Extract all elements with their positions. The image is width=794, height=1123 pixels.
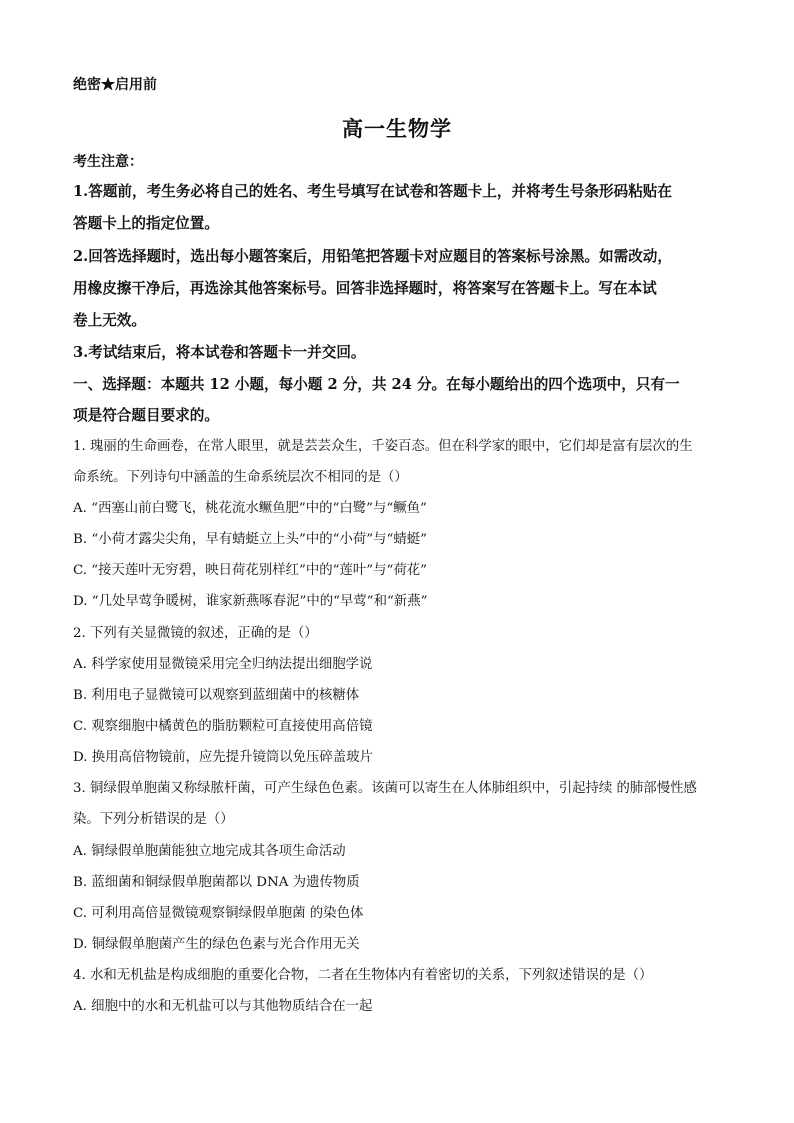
question-1-option-b: B. “小荷才露尖尖角，早有蜻蜓立上头”中的“小荷”与“蜻蜓” — [73, 532, 428, 547]
notice-line: 卷上无效。 — [73, 312, 146, 329]
question-1-option-c: C. “接天莲叶无穷碧，映日荷花别样红”中的“莲叶”与“荷花” — [73, 563, 427, 578]
notice-heading: 考生注意： — [73, 154, 143, 170]
question-1-option-d: D. “几处早莺争暖树，谁家新燕啄春泥”中的“早莺”和“新燕” — [73, 594, 428, 609]
notice-line: 3.考试结束后，将本试卷和答题卡一并交回。 — [73, 344, 366, 361]
notice-line: 答题卡上的指定位置。 — [73, 215, 219, 232]
notice-line: 1.答题前，考生务必将自己的姓名、考生号填写在试卷和答题卡上，并将考生号条形码粘贴在 — [73, 183, 672, 200]
question-3-option-d: D. 铜绿假单胞菌产生的绿色色素与光合作用无关 — [73, 937, 360, 952]
question-1-stem: 1. 瑰丽的生命画卷，在常人眼里，就是芸芸众生，千姿百态。但在科学家的眼中，它们却是富有层次的生 — [73, 439, 693, 454]
question-4-stem: 4. 水和无机盐是构成细胞的重要化合物，二者在生物体内有着密切的关系，下列叙述错误的是（） — [73, 968, 653, 983]
question-2-option-c: C. 观察细胞中橘黄色的脂肪颗粒可直接使用高倍镜 — [73, 719, 373, 734]
question-3-option-a: A. 铜绿假单胞菌能独立地完成其各项生命活动 — [73, 844, 346, 859]
question-4-option-a: A. 细胞中的水和无机盐可以与其他物质结合在一起 — [73, 999, 373, 1014]
question-3-option-b: B. 蓝细菌和铜绿假单胞菌都以 DNA 为遗传物质 — [73, 875, 360, 890]
question-2-option-a: A. 科学家使用显微镜采用完全归纳法提出细胞学说 — [73, 657, 373, 672]
page-title: 高一生物学 — [342, 116, 452, 141]
notice-line: 用橡皮擦干净后，再选涂其他答案标号。回答非选择题时，将答案写在答题卡上。写在本试 — [73, 280, 657, 297]
question-3-option-c: C. 可利用高倍显微镜观察铜绿假单胞菌 的染色体 — [73, 906, 364, 921]
question-3-stem: 染。下列分析错误的是（） — [73, 812, 234, 827]
question-2-stem: 2. 下列有关显微镜的叙述，正确的是（） — [73, 626, 318, 641]
section-heading: 一、选择题：本题共 12 小题，每小题 2 分，共 24 分。在每小题给出的四个选项中，只有一 — [73, 376, 680, 393]
section-heading: 项是符合题目要求的。 — [73, 407, 219, 424]
question-2-option-b: B. 利用电子显微镜可以观察到蓝细菌中的核糖体 — [73, 688, 360, 703]
question-3-stem: 3. 铜绿假单胞菌又称绿脓杆菌，可产生绿色色素。该菌可以寄生在人体肺组织中，引起持续 的肺部慢性感 — [73, 781, 697, 796]
question-2-option-d: D. 换用高倍物镜前，应先提升镜筒以免压碎盖玻片 — [73, 750, 373, 765]
notice-line: 2.回答选择题时，选出每小题答案后，用铅笔把答题卡对应题目的答案标号涂黑。如需改动， — [73, 248, 672, 265]
question-1-stem: 命系统。下列诗句中涵盖的生命系统层次不相同的是（） — [73, 470, 408, 485]
question-1-option-a: A. “西塞山前白鹭飞，桃花流水鳜鱼肥”中的“白鹭”与“鳜鱼” — [73, 501, 427, 516]
confidential-label: 绝密★启用前 — [73, 77, 157, 93]
